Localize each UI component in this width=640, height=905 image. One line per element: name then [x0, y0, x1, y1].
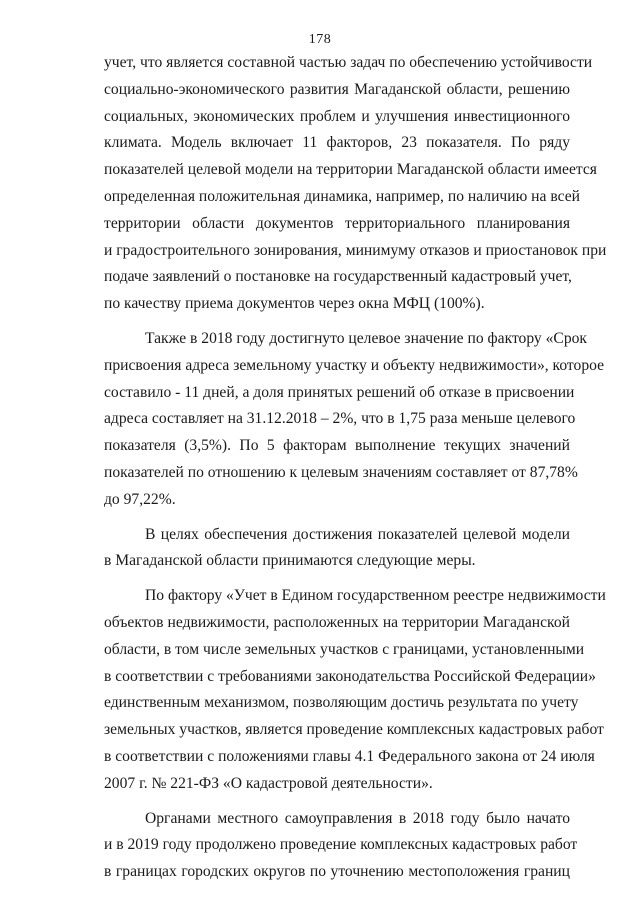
text-line: определенная положительная динамика, например, по наличию на всей — [104, 187, 580, 205]
text-line: по качеству приема документов через окна МФЦ (100%). — [104, 295, 485, 313]
page-number: 178 — [308, 32, 332, 47]
text-line: 2007 г. № 221-ФЗ «О кадастровой деятельности». — [104, 774, 433, 792]
text-line: и в 2019 году продолжено проведение комплексных кадастровых работ — [104, 836, 578, 854]
text-line: Также в 2018 году достигнуто целевое значение по фактору «Срок — [145, 329, 587, 347]
paragraph-gap — [104, 318, 570, 326]
text-line: показателей по отношению к целевым значениям составляет от 87,78% — [104, 463, 578, 481]
paragraph — [104, 806, 578, 886]
text-line: единственным механизмом, позволяющим достичь результата по учету — [104, 694, 579, 712]
text-line: присвоения адреса земельному участку и объекту недвижимости», которое — [104, 356, 605, 374]
text-line: и градостроительного зонирования, минимуму отказов и приостановок при — [104, 241, 607, 259]
text-line: социальных, экономических проблем и улучшения инвестиционного — [104, 107, 570, 125]
paragraph — [104, 522, 570, 576]
text-line: до 97,22%. — [104, 490, 176, 508]
text-line: По фактору «Учет в Едином государственном реестре недвижимости — [145, 587, 606, 605]
text-line: в соответствии с требованиями законодательства Российской Федерации» — [104, 667, 596, 685]
text-line: в соответствии с положениями главы 4.1 Федерального закона от 24 июля — [104, 747, 595, 765]
text-line: в границах городских округов по уточнению местоположения границ — [104, 863, 570, 881]
text-line: земельных участков, является проведение комплексных кадастровых работ — [104, 721, 604, 739]
text-line: составило - 11 дней, а доля принятых решений об отказе в присвоении — [104, 383, 575, 401]
text-line: социально-экономического развития Магаданской области, решению — [104, 80, 570, 98]
text-line: области, в том числе земельных участков с границами, установленными — [104, 640, 585, 658]
text-line: климата. Модель включает 11 факторов, 23 показателя. По ряду — [104, 134, 570, 152]
text-line: В целях обеспечения достижения показателей целевой модели — [145, 525, 570, 543]
paragraph — [104, 583, 606, 797]
text-line: показателей целевой модели на территории Магаданской области имеется — [104, 161, 597, 179]
text-line: территории области документов территориального планирования — [104, 214, 570, 232]
text-line: учет, что является составной частью задач по обеспечению устойчивости — [104, 54, 593, 71]
paragraph-gap — [104, 514, 570, 522]
paragraph — [104, 326, 605, 514]
text-line: адреса составляет на 31.12.2018 – 2%, что в 1,75 раза меньше целевого — [104, 410, 576, 428]
text-line: подаче заявлений о постановке на государственный кадастровый учет, — [104, 268, 572, 286]
paragraph-gap — [104, 575, 570, 583]
paragraph — [104, 50, 607, 318]
text-line: Органами местного самоуправления в 2018 году было начато — [145, 809, 570, 827]
text-line: объектов недвижимости, расположенных на территории Магаданской — [104, 613, 570, 631]
text-line: в Магаданской области принимаются следующие меры. — [104, 552, 476, 570]
text-line: показателя (3,5%). По 5 факторам выполнение текущих значений — [104, 437, 570, 455]
paragraph-gap — [104, 798, 570, 806]
document-body — [104, 50, 607, 886]
